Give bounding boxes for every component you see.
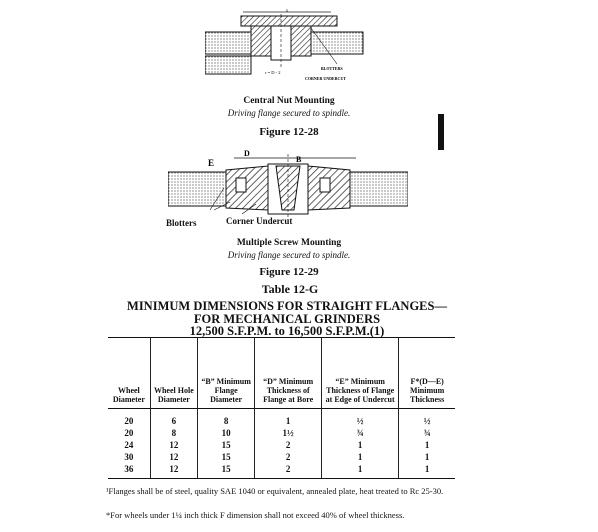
cell-f: 1 [399,463,455,479]
table-row [108,463,455,479]
header-wheel-diameter: Wheel Diameter [112,386,145,404]
figure-12-29-label: Figure 12-29 [259,266,319,278]
cell-f: 1 [399,451,455,463]
cell-b: 15 [197,451,254,463]
cell-b: 15 [197,463,254,479]
cell-e: ¾ [322,427,399,439]
cell-d: 1 [255,409,322,428]
table-row [108,409,455,428]
footnote-1: ¹Flanges shall be of steel, quality SAE 1040 or equivalent, annealed plate, heat treated to Rc 25-30. [106,486,444,496]
header-d-thickness-at-bore: “D” Minimum Thickness of Flange at Bore [255,338,322,409]
figure-12-28-caption-title: Central Nut Mounting [243,96,335,106]
fig2-e-label: E [208,158,215,168]
cell-wheel-diameter: 20 [124,428,134,438]
cell-wheel-hole-diameter: 8 [150,427,197,439]
fig1-blotters-label: BLOTTERS [321,66,343,71]
flange-dimensions-table [108,337,455,479]
cell-d: 2 [255,451,322,463]
central-nut-mounting-drawing [205,8,365,88]
fig2-b-label: B [296,155,302,164]
fig2-blotters-label: Blotters [166,218,197,228]
header-b-flange-diameter: “B” Minimum Flange Diameter [197,338,254,409]
cell-wheel-hole-diameter: 12 [150,463,197,479]
figure-12-29-caption-subtitle: Driving flange secured to spindle. [227,250,351,260]
table-header-row [108,338,455,409]
cell-wheel-hole-diameter: 12 [150,451,197,463]
figure-12-28-caption-subtitle: Driving flange secured to spindle. [227,108,351,118]
table-row [108,439,455,451]
fig2-d-label: D [244,149,250,158]
table-label: Table 12-G [261,282,319,296]
footnote-2: *For wheels under 1¼ inch thick F dimension shall not exceed 40% of wheel thickness. [106,510,405,520]
fig1-x-label: x [285,9,289,14]
fig2-undercut-label: Corner Undercut [226,216,293,226]
table-title-line-1: MINIMUM DIMENSIONS FOR STRAIGHT FLANGES— [127,299,447,313]
cell-wheel-hole-diameter: 6 [150,409,197,428]
header-e-thickness-at-undercut: “E” Minimum Thickness of Flange at Edge of Undercut [322,338,399,409]
fig1-undercut-label: CORNER UNDERCUT [305,76,347,81]
figure-12-28-label: Figure 12-28 [259,126,319,138]
cell-d: 2 [255,439,322,451]
cell-e: 1 [322,451,399,463]
cell-e: ½ [322,409,399,428]
cell-d: 2 [255,463,322,479]
cell-wheel-hole-diameter: 12 [150,439,197,451]
cell-e: 1 [322,439,399,451]
cell-wheel-diameter: 36 [108,463,150,479]
table-title-line-3: 12,500 S.F.P.M. to 16,500 S.F.P.M.(1) [189,324,385,338]
cell-wheel-diameter: 20 [124,416,134,426]
cell-d: 1½ [255,427,322,439]
figure-12-29-caption-title: Multiple Screw Mounting [236,238,342,248]
cell-b: 15 [197,439,254,451]
cell-b: 10 [197,427,254,439]
cell-f: 1 [399,439,455,451]
table-title-line-2: FOR MECHANICAL GRINDERS [193,312,381,326]
header-f-minimum-thickness: F*(D—E) Minimum Thickness [399,338,455,409]
cell-e: 1 [322,463,399,479]
header-wheel-hole-diameter: Wheel Hole Diameter [150,338,197,409]
fig1-dim-label: r = D - 2 [265,70,281,75]
cell-wheel-diameter: 30 [124,452,134,462]
side-tab-marker [438,114,444,150]
cell-wheel-diameter: 24 [124,440,134,450]
table-row [108,427,455,439]
cell-b: 8 [197,409,254,428]
table-row [108,451,455,463]
cell-f: ½ [399,409,455,428]
cell-f: ¾ [399,427,455,439]
